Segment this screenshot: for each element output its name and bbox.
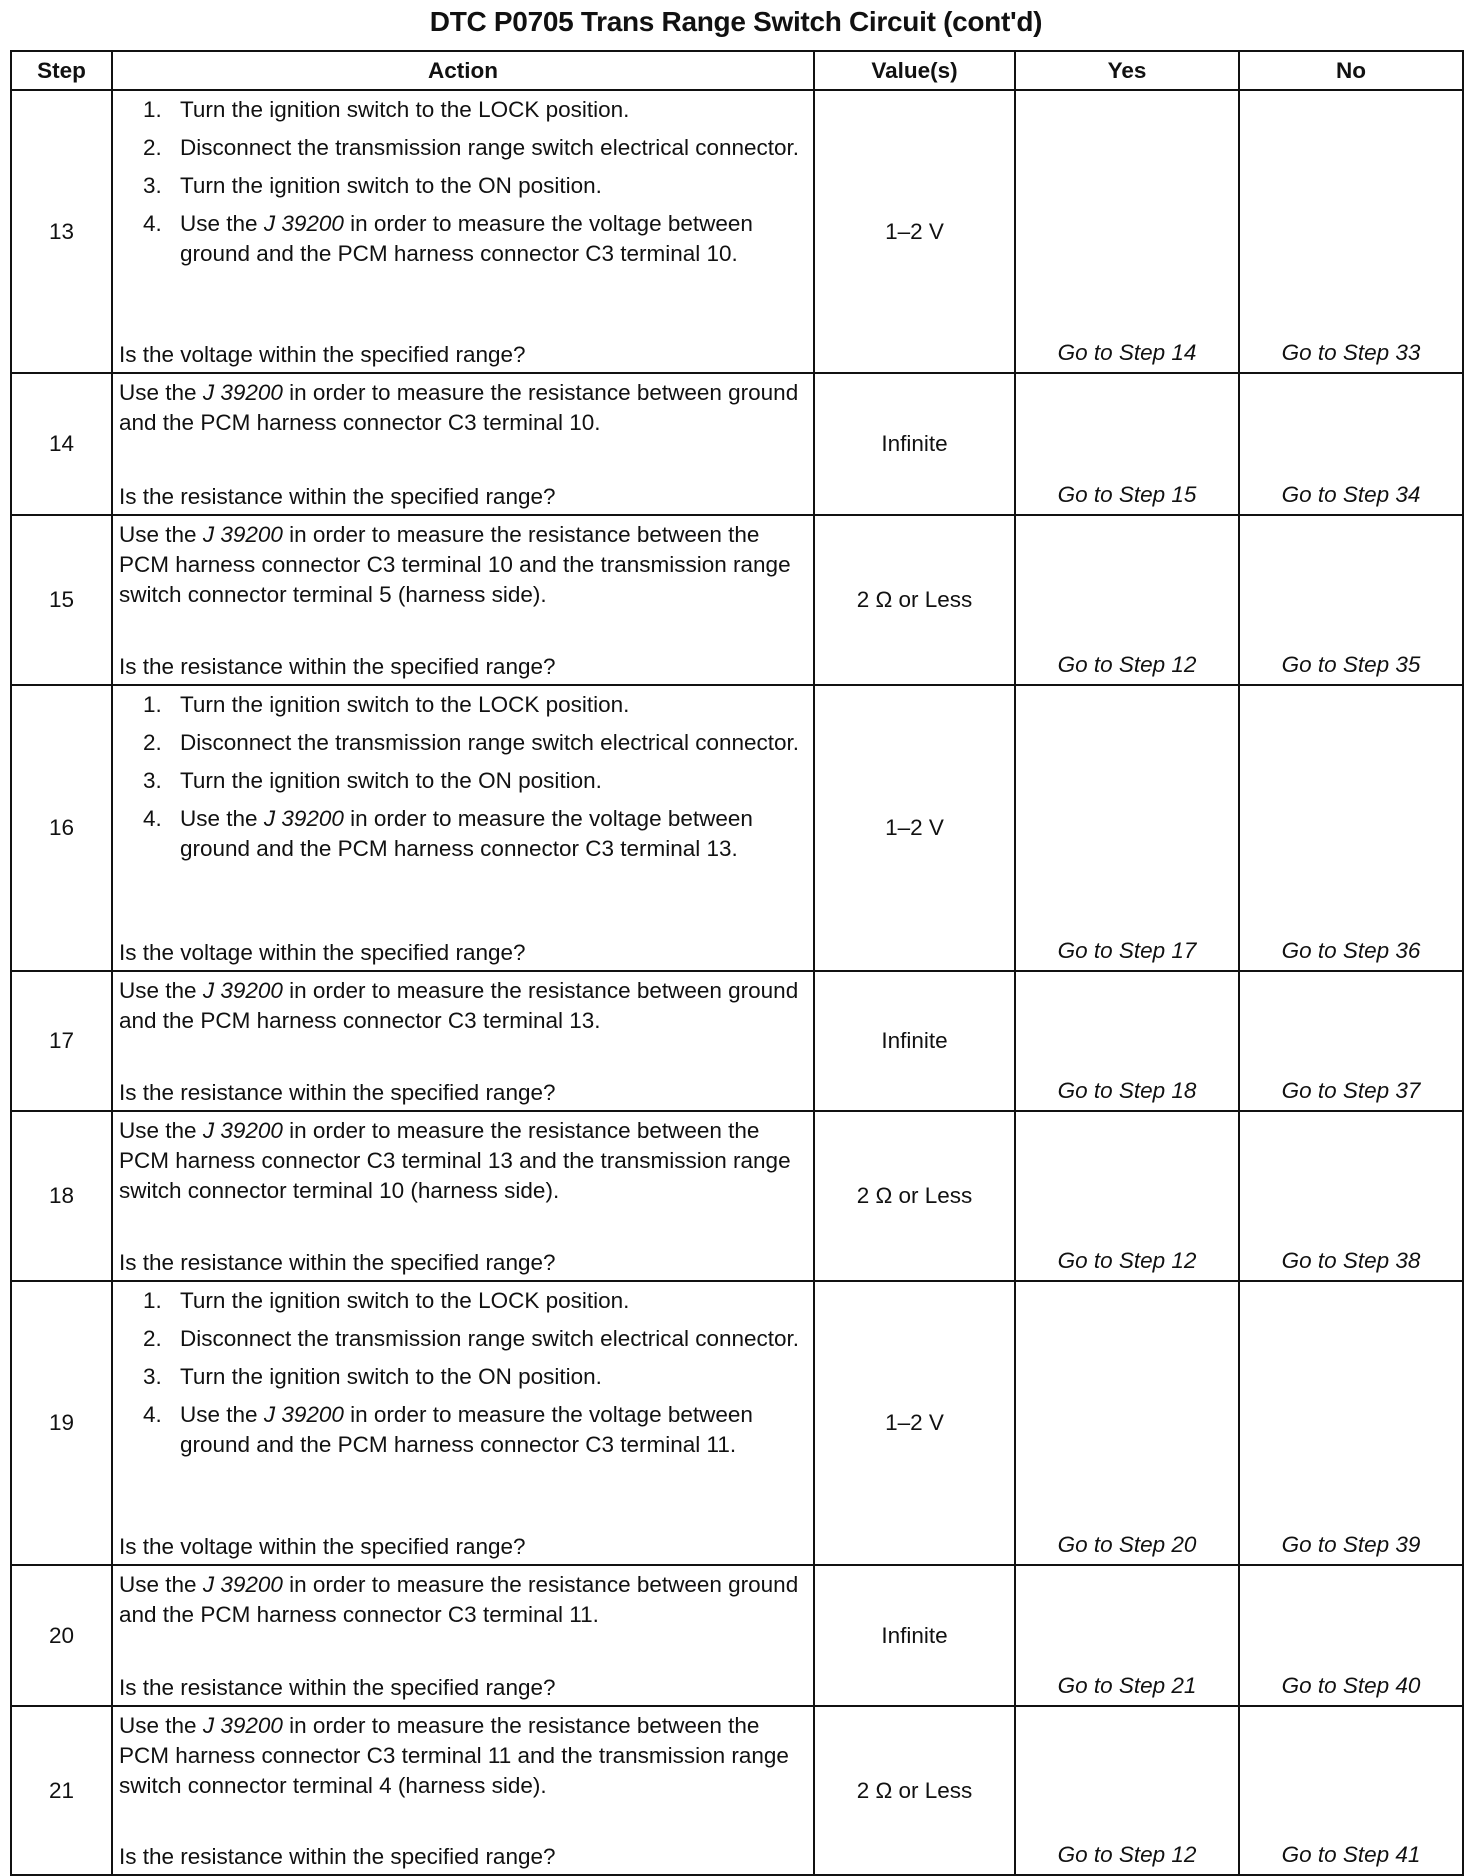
value-cell: 1–2 V	[814, 90, 1015, 373]
instruction-text: in order to measure the voltage between ground and the PCM harness connector C3 terminal 10.	[180, 211, 753, 266]
instruction-text: Turn the ignition switch to the LOCK position.	[180, 692, 630, 717]
action-cell	[112, 685, 814, 971]
question-text: Is the resistance within the specified range?	[119, 1844, 556, 1869]
step-number: 15	[11, 515, 112, 685]
header-step: Step	[11, 51, 112, 90]
question-text: Is the resistance within the specified range?	[119, 1080, 556, 1105]
step-number: 14	[11, 373, 112, 515]
tool-name: J 39200	[202, 380, 283, 405]
no-link[interactable]: Go to Step 39	[1239, 1281, 1463, 1565]
header-no: No	[1239, 51, 1463, 90]
value-cell: 1–2 V	[814, 685, 1015, 971]
yes-link[interactable]: Go to Step 17	[1015, 685, 1239, 971]
question-text: Is the resistance within the specified range?	[119, 1250, 556, 1275]
table-row	[11, 1706, 1463, 1875]
question-text: Is the resistance within the specified range?	[119, 484, 556, 509]
table-row	[11, 90, 1463, 373]
action-step: 4. Use the J 39200 in order to measure the voltage between ground and the PCM harness connector C3 terminal 11.	[143, 1402, 753, 1457]
value-cell: Infinite	[814, 1565, 1015, 1706]
instruction-text: Disconnect the transmission range switch electrical connector.	[180, 135, 800, 160]
table-row	[11, 373, 1463, 515]
yes-link[interactable]: Go to Step 12	[1015, 1706, 1239, 1875]
value-cell: 2 Ω or Less	[814, 515, 1015, 685]
yes-link[interactable]: Go to Step 12	[1015, 515, 1239, 685]
instruction-text: Turn the ignition switch to the ON position.	[180, 173, 602, 198]
page-title: DTC P0705 Trans Range Switch Circuit (cont'd)	[429, 6, 1043, 37]
step-number: 16	[11, 685, 112, 971]
use-the-text: Use the	[119, 380, 197, 405]
yes-link[interactable]: Go to Step 18	[1015, 971, 1239, 1111]
action-step: 1. Turn the ignition switch to the LOCK position.	[143, 1288, 630, 1313]
instruction-text: Disconnect the transmission range switch electrical connector.	[180, 730, 800, 755]
no-link[interactable]: Go to Step 37	[1239, 971, 1463, 1111]
action-text	[119, 1711, 809, 1801]
instruction-text: Disconnect the transmission range switch electrical connector.	[180, 1326, 800, 1351]
action-cell	[112, 1111, 814, 1281]
tool-name: J 39200	[202, 1572, 283, 1597]
instruction-text: in order to measure the resistance between ground and the PCM harness connector C3 terminal 11.	[119, 1572, 799, 1627]
use-the-text: Use the	[180, 211, 258, 236]
no-link[interactable]: Go to Step 38	[1239, 1111, 1463, 1281]
yes-link[interactable]: Go to Step 14	[1015, 90, 1239, 373]
action-step: 1. Turn the ignition switch to the LOCK position.	[143, 97, 630, 122]
table-row	[11, 515, 1463, 685]
table-row	[11, 1111, 1463, 1281]
instruction-text: in order to measure the resistance between the PCM harness connector C3 terminal 11 and the transmission range switch connector terminal 4 (harness side).	[119, 1713, 789, 1798]
instruction-text: in order to measure the voltage between ground and the PCM harness connector C3 terminal 11.	[180, 1402, 753, 1457]
question-text: Is the resistance within the specified range?	[119, 654, 556, 679]
question-text: Is the voltage within the specified range?	[119, 1534, 526, 1559]
action-step: 1. Turn the ignition switch to the LOCK position.	[143, 692, 630, 717]
tool-name: J 39200	[263, 1402, 344, 1427]
action-cell	[112, 373, 814, 515]
tool-name: J 39200	[202, 978, 283, 1003]
action-text	[119, 1116, 809, 1206]
header-row	[11, 51, 1463, 90]
step-number: 18	[11, 1111, 112, 1281]
action-text	[119, 1570, 809, 1630]
instruction-text: Turn the ignition switch to the ON position.	[180, 768, 602, 793]
action-cell	[112, 90, 814, 373]
action-cell	[112, 1565, 814, 1706]
instruction-text: in order to measure the voltage between ground and the PCM harness connector C3 terminal 13.	[180, 806, 753, 861]
table-row	[11, 971, 1463, 1111]
action-step: 2. Disconnect the transmission range switch electrical connector.	[143, 135, 800, 160]
action-step: 4. Use the J 39200 in order to measure the voltage between ground and the PCM harness connector C3 terminal 10.	[143, 211, 753, 266]
value-cell: 2 Ω or Less	[814, 1111, 1015, 1281]
instruction-text: in order to measure the resistance between ground and the PCM harness connector C3 terminal 10.	[119, 380, 799, 435]
yes-link[interactable]: Go to Step 12	[1015, 1111, 1239, 1281]
instruction-text: in order to measure the resistance between ground and the PCM harness connector C3 terminal 13.	[119, 978, 799, 1033]
action-step: 4. Use the J 39200 in order to measure the voltage between ground and the PCM harness connector C3 terminal 13.	[143, 806, 753, 861]
use-the-text: Use the	[119, 1118, 197, 1143]
no-link[interactable]: Go to Step 41	[1239, 1706, 1463, 1875]
tool-name: J 39200	[263, 806, 344, 831]
diagnostic-table	[10, 50, 1464, 1876]
no-link[interactable]: Go to Step 34	[1239, 373, 1463, 515]
step-number: 21	[11, 1706, 112, 1875]
value-cell: 2 Ω or Less	[814, 1706, 1015, 1875]
no-link[interactable]: Go to Step 36	[1239, 685, 1463, 971]
action-text	[119, 520, 809, 610]
header-values: Value(s)	[814, 51, 1015, 90]
yes-link[interactable]: Go to Step 21	[1015, 1565, 1239, 1706]
tool-name: J 39200	[263, 211, 344, 236]
action-text	[119, 976, 809, 1036]
yes-link[interactable]: Go to Step 15	[1015, 373, 1239, 515]
value-cell: Infinite	[814, 373, 1015, 515]
action-step: 2. Disconnect the transmission range switch electrical connector.	[143, 1326, 800, 1351]
action-cell	[112, 1281, 814, 1565]
question-text: Is the resistance within the specified range?	[119, 1675, 556, 1700]
table-row	[11, 685, 1463, 971]
instruction-text: Turn the ignition switch to the LOCK position.	[180, 1288, 630, 1313]
use-the-text: Use the	[119, 978, 197, 1003]
step-number: 13	[11, 90, 112, 373]
action-step: 3. Turn the ignition switch to the ON position.	[143, 173, 602, 198]
header-yes: Yes	[1015, 51, 1239, 90]
action-step: 2. Disconnect the transmission range switch electrical connector.	[143, 730, 800, 755]
use-the-text: Use the	[119, 1713, 197, 1738]
tool-name: J 39200	[202, 1713, 283, 1738]
no-link[interactable]: Go to Step 35	[1239, 515, 1463, 685]
instruction-text: Turn the ignition switch to the LOCK position.	[180, 97, 630, 122]
action-text	[119, 378, 809, 438]
step-number: 19	[11, 1281, 112, 1565]
action-step: 3. Turn the ignition switch to the ON position.	[143, 1364, 602, 1389]
step-number: 20	[11, 1565, 112, 1706]
action-cell	[112, 971, 814, 1111]
value-cell: Infinite	[814, 971, 1015, 1111]
action-cell	[112, 1706, 814, 1875]
no-link[interactable]: Go to Step 40	[1239, 1565, 1463, 1706]
step-number: 17	[11, 971, 112, 1111]
use-the-text: Use the	[119, 1572, 197, 1597]
action-step: 3. Turn the ignition switch to the ON position.	[143, 768, 602, 793]
tool-name: J 39200	[202, 522, 283, 547]
question-text: Is the voltage within the specified range?	[119, 342, 526, 367]
use-the-text: Use the	[119, 522, 197, 547]
header-action: Action	[112, 51, 814, 90]
action-cell	[112, 515, 814, 685]
yes-link[interactable]: Go to Step 20	[1015, 1281, 1239, 1565]
instruction-text: Turn the ignition switch to the ON position.	[180, 1364, 602, 1389]
table-row	[11, 1565, 1463, 1706]
no-link[interactable]: Go to Step 33	[1239, 90, 1463, 373]
use-the-text: Use the	[180, 1402, 258, 1427]
instruction-text: in order to measure the resistance between the PCM harness connector C3 terminal 10 and the transmission range switch connector terminal 5 (harness side).	[119, 522, 791, 607]
question-text: Is the voltage within the specified range?	[119, 940, 526, 965]
instruction-text: in order to measure the resistance between the PCM harness connector C3 terminal 13 and the transmission range switch connector terminal 10 (harness side).	[119, 1118, 791, 1203]
value-cell: 1–2 V	[814, 1281, 1015, 1565]
tool-name: J 39200	[202, 1118, 283, 1143]
table-row	[11, 1281, 1463, 1565]
use-the-text: Use the	[180, 806, 258, 831]
